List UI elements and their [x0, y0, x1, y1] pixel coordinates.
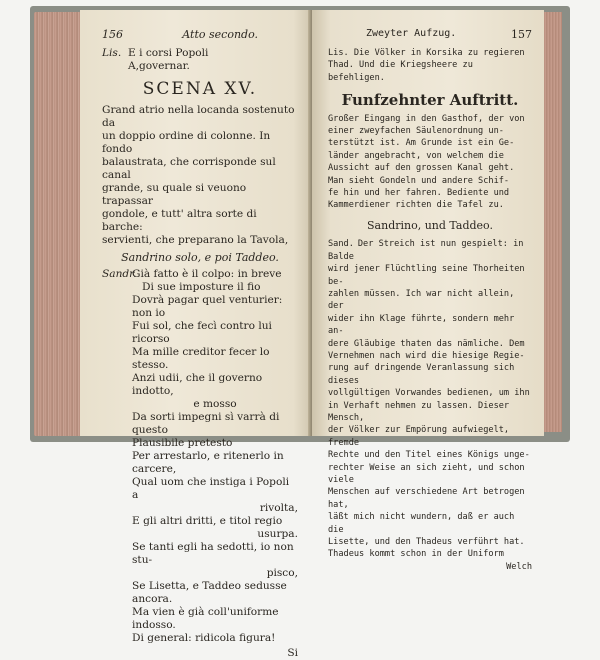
stage-line: Kammerdiener richten die Tafel zu. [328, 200, 504, 211]
lis-line: E i corsi Popoli [128, 47, 209, 59]
speaker-sandr: Sandr. [102, 268, 137, 280]
stage-line: servienti, che preparano la Tavola, [102, 234, 289, 246]
verse-line: E gli altri dritti, e titol regio [132, 515, 283, 527]
verse-line: usurpa. [257, 528, 298, 540]
lis-speech [102, 47, 298, 73]
prose-line: rechter Weise an sich zieht, und schon viele [328, 462, 525, 485]
right-running-head [328, 28, 532, 41]
stage-direction [102, 104, 298, 247]
verse-line: pisco, [266, 567, 298, 579]
verse-line: Di sue imposture il fio [142, 281, 261, 293]
left-head-title: Atto secondo. [182, 28, 258, 41]
verse-line: Anzi udii, che il governo indotto, [132, 372, 263, 397]
sand-speech [328, 238, 532, 561]
stage-line: länder angebracht, von welchem die [328, 150, 504, 161]
prose-line: in Verhaft nehmen zu lassen. Dieser Mensch, [328, 400, 510, 423]
verse-line: Ma mille creditor fecer lo stesso. [132, 346, 270, 371]
verse-line: Plausibile pretesto [132, 437, 233, 449]
right-page [312, 10, 544, 572]
stage-line: Großer Eingang in den Gasthof, der von [328, 113, 525, 124]
right-head-title: Zweyter Aufzug. [366, 28, 457, 39]
stage-line: fe hin und her fahren. Bediente und [328, 188, 510, 199]
verse-line: Di general: ridicola figura! [132, 632, 276, 644]
stage-line: Aussicht auf den grossen Kanal geht. [328, 163, 515, 174]
stage-line: gondole, e tutt' altra sorte di barche: [102, 208, 257, 233]
verse-line: Dovrà pagar quel venturier: non io [132, 294, 283, 319]
characters-line-de: Sandrino, und Taddeo. [367, 218, 493, 232]
prose-line: vollgültigen Vorwandes bedienen, um ihn [328, 388, 530, 399]
verse-line: Se Lisetta, e Taddeo sedusse ancora. [132, 580, 287, 605]
verse-line: Se tanti egli ha sedotti, io non stu- [132, 541, 294, 566]
prose-line: läßt mich nicht wundern, daß er auch die [328, 512, 515, 535]
right-catchword: Welch [506, 561, 532, 572]
left-running-head [102, 28, 298, 41]
verse-line: rivolta, [259, 502, 298, 514]
verse-line: Già fatto è il colpo: in breve [132, 268, 282, 280]
prose-line: Menschen auf verschiedene Art betrogen hat, [328, 487, 525, 510]
prose-line: Vernehmen nach wird die hiesige Regie- [328, 350, 525, 361]
stage-direction-de [328, 113, 532, 212]
prose-line: dere Gläubige thaten das nämliche. Dem [328, 338, 525, 349]
speaker-sand: Sand. [328, 239, 354, 250]
right-page-number: 157 [511, 28, 532, 41]
page-edges-right [544, 12, 562, 432]
stage-line: Grand atrio nella locanda sostenuto da [102, 104, 295, 129]
scene-title-de: Funfzehnter Auftritt. [341, 91, 519, 110]
stage-line: un doppio ordine di colonne. In fondo [102, 130, 271, 155]
lis-line: A,governar. [128, 60, 190, 72]
characters-line: Sandrino solo, e poi Taddeo. [121, 251, 279, 264]
left-catchword: Si [287, 647, 298, 659]
verse-line: Qual uom che instiga i Popoli a [132, 476, 290, 501]
verse-line: Fui sol, che fecì contro lui ricorso [132, 320, 272, 345]
verse-line: Per arrestarlo, e ritenerlo in carcere, [132, 450, 284, 475]
prose-line: der Völker zur Empörung aufwiegelt, fremde [328, 425, 510, 448]
prose-line: rung auf dringende Veranlassung sich dieses [328, 363, 515, 386]
prose-line: wird jener Flüchtling seine Thorheiten be- [328, 264, 525, 287]
thad-line-de: Thad. Und die Kriegsheere zu befehligen. [328, 60, 473, 83]
stage-line: einer zweyfachen Säulenordnung un- [328, 126, 504, 137]
prose-line: zahlen müssen. Ich war nicht allein, der [328, 288, 515, 312]
lis-line-de: Lis. Die Völker in Korsika zu regieren [328, 48, 525, 58]
stage-line: terstützt ist. Am Grunde ist ein Ge- [328, 138, 515, 149]
prose-line: Rechte und den Titel eines Königs unge- [328, 450, 530, 461]
left-page [80, 10, 312, 659]
prose-line: Der Streich ist nun gespielt: in Balde [328, 239, 524, 262]
prose-line: Lisette, und den Thadeus verführt hat. [328, 537, 525, 548]
prose-line: Thadeus kommt schon in der Uniform [328, 549, 504, 560]
speaker-lis: Lis. [102, 47, 122, 59]
verse-line: e mosso [193, 398, 237, 410]
stage-line: balaustrata, che corrisponde sul canal [102, 156, 276, 181]
sandr-speech [102, 268, 298, 645]
verse-line: Da sorti impegni sì varrà di questo [132, 411, 280, 436]
left-page-number: 156 [102, 28, 123, 41]
verse-line: Ma vien è già coll'uniforme indosso. [132, 606, 279, 631]
scene-title: SCENA XV. [142, 79, 258, 99]
prose-line: wider ihn Klage führte, sondern mehr an- [328, 313, 515, 337]
page-edges-left [34, 12, 82, 436]
stage-line: grande, su quale si veuono trapassar [102, 182, 247, 207]
stage-line: Man sieht Gondeln und andere Schif- [328, 175, 510, 186]
